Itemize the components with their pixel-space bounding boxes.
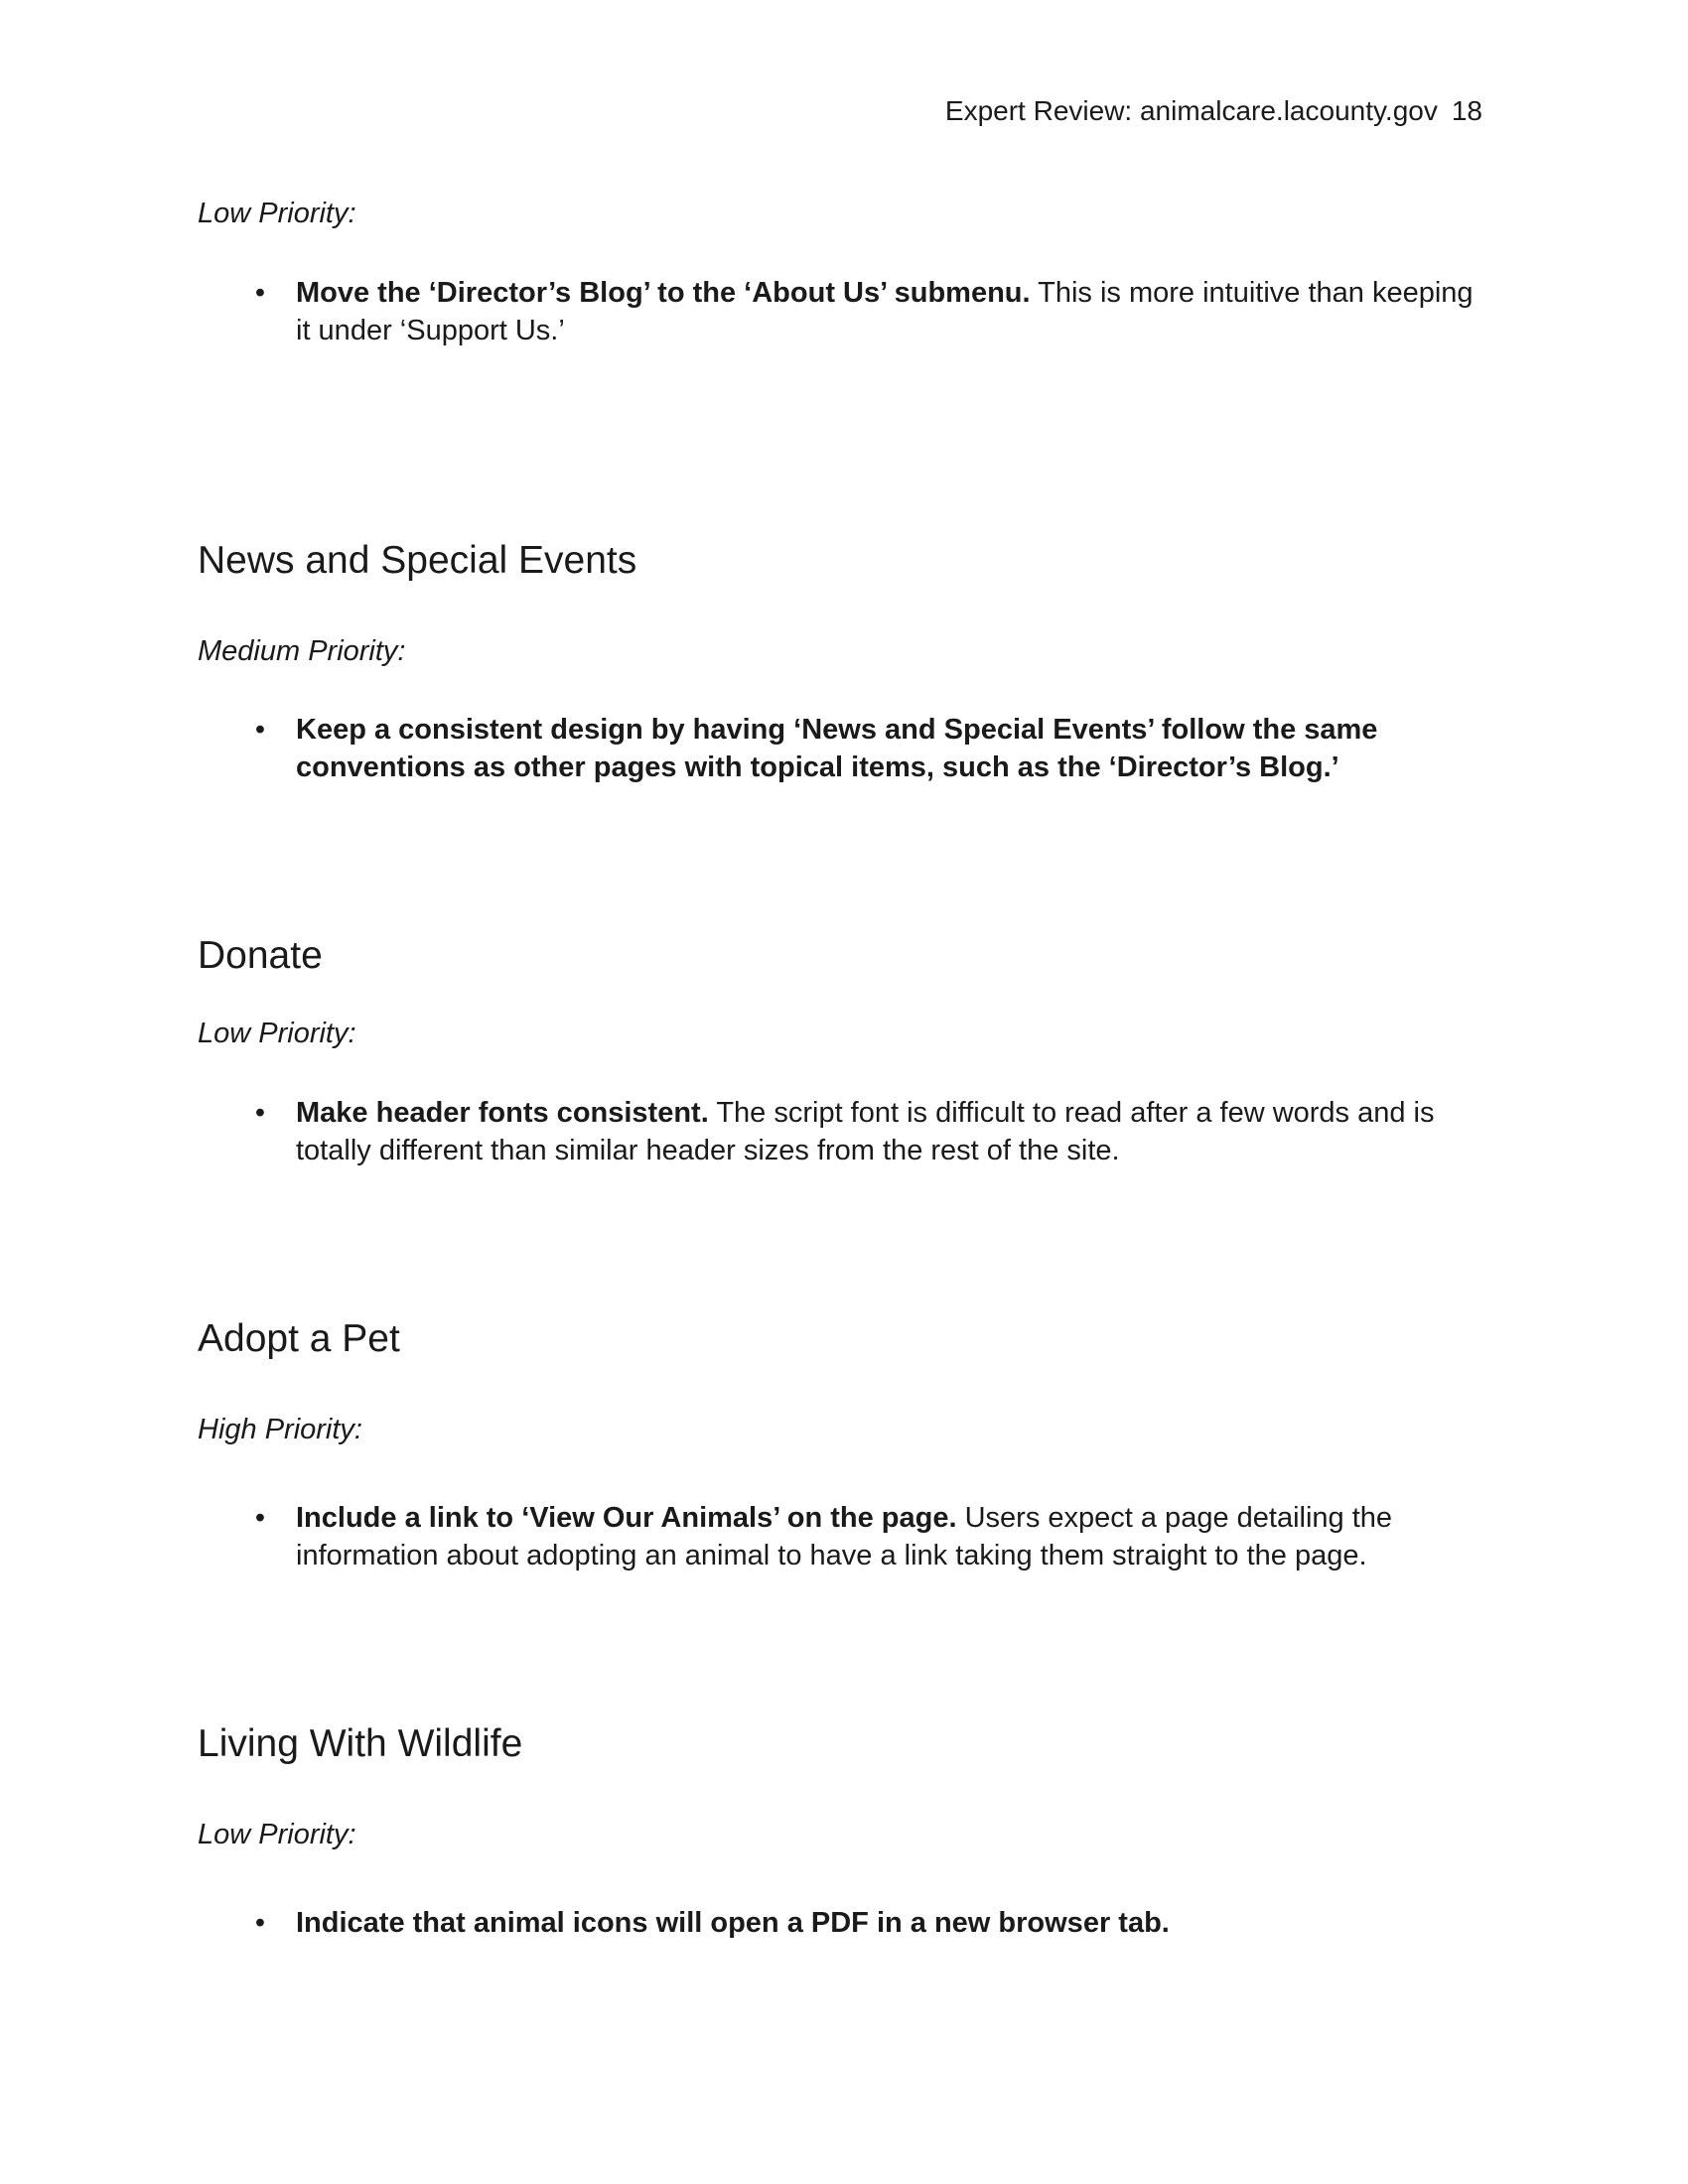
section-heading: Living With Wildlife: [198, 1722, 523, 1765]
recommendation-title: Move the ‘Director’s Blog’ to the ‘About Us’ submenu.: [296, 277, 1031, 309]
priority-label: Low Priority:: [198, 1819, 356, 1850]
section-heading: Adopt a Pet: [198, 1317, 400, 1360]
priority-label: Low Priority:: [198, 198, 356, 229]
document-title: Expert Review: animalcare.lacounty.gov: [944, 95, 1438, 126]
section-heading: News and Special Events: [198, 539, 637, 582]
bullet-icon: •: [254, 277, 266, 309]
recommendation-title: Include a link to ‘View Our Animals’ on the page.: [296, 1502, 957, 1534]
recommendation-title: Keep a consistent design by having ‘News and Special Events’ follow the same conventions as other pages with topical items, such as the ‘Director’s Blog.’: [296, 714, 1378, 783]
recommendation-item: [248, 1904, 1479, 1942]
recommendation-title: Indicate that animal icons will open a PDF in a new browser tab.: [296, 1907, 1170, 1939]
recommendation-item: [248, 1094, 1479, 1169]
recommendation-item: [248, 1499, 1479, 1574]
priority-label: Low Priority:: [198, 1018, 356, 1049]
recommendation-detail: Users expect a page detailing the information about adopting an animal to have a link taking them straight to the page.: [296, 1502, 1393, 1571]
page-number: 18: [1451, 95, 1482, 126]
recommendation-title: Make header fonts consistent.: [296, 1097, 709, 1129]
recommendation-item: [248, 711, 1479, 786]
priority-label: Medium Priority:: [198, 635, 406, 667]
priority-label: High Priority:: [198, 1414, 362, 1445]
recommendation-item: [248, 274, 1479, 349]
recommendation-detail: The script font is difficult to read after a few words and is totally different than similar header sizes from the rest of the site.: [296, 1097, 1435, 1166]
section-heading: Donate: [198, 934, 323, 977]
recommendation-detail: This is more intuitive than keeping it under ‘Support Us.’: [296, 277, 1474, 346]
bullet-icon: •: [254, 1502, 266, 1534]
bullet-icon: •: [254, 1907, 266, 1939]
bullet-icon: •: [254, 714, 266, 746]
page-header: [945, 95, 1482, 127]
bullet-icon: •: [254, 1097, 266, 1129]
